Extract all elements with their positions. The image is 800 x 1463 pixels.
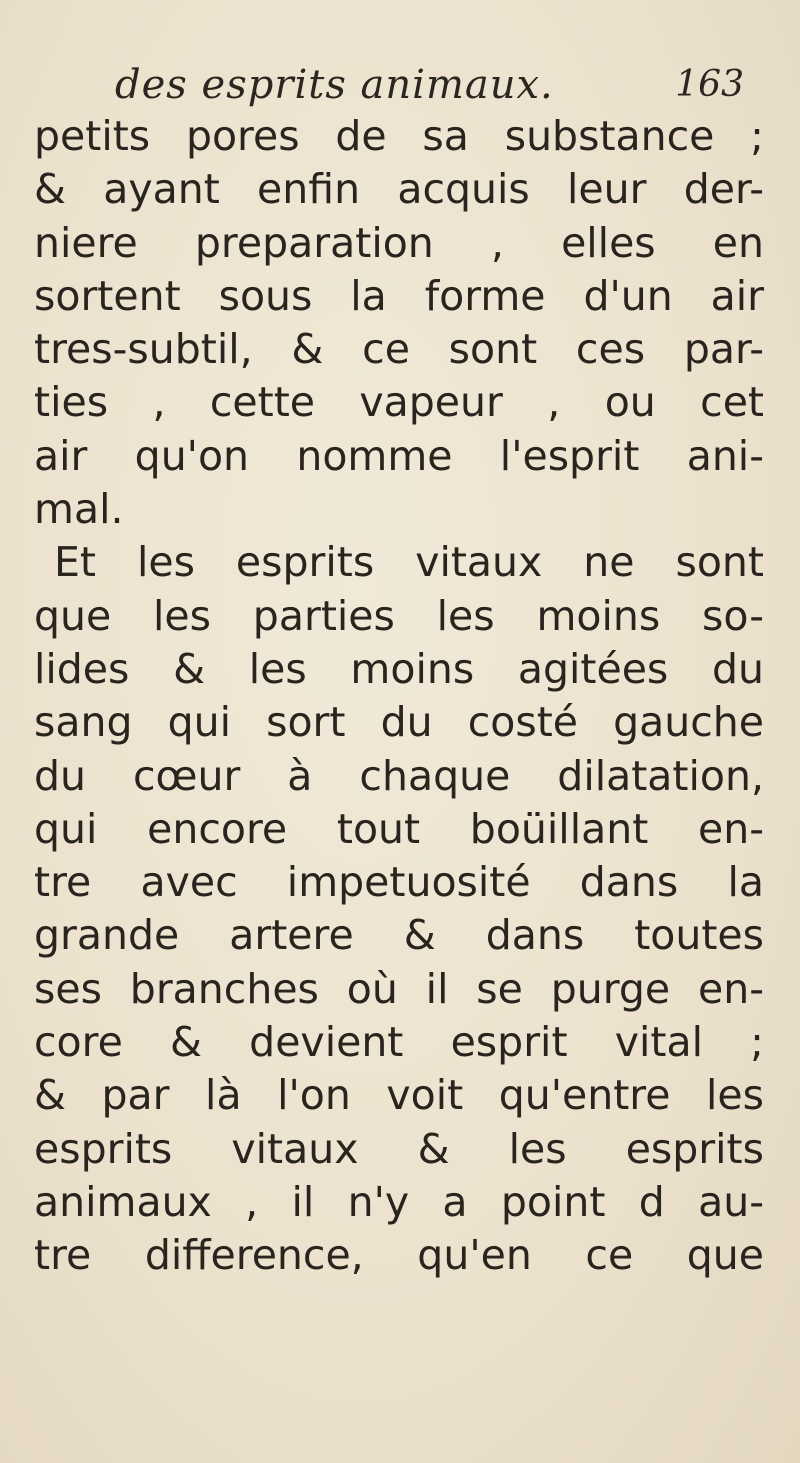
text-line: lides & les moins agitées du bbox=[34, 644, 764, 693]
text-line: Et les esprits vitaux ne sont bbox=[54, 538, 764, 587]
text-line: core & devient esprit vital ; bbox=[34, 1018, 764, 1067]
body-text bbox=[34, 110, 764, 1283]
text-line: esprits vitaux & les esprits bbox=[34, 1124, 764, 1173]
text-line: grande artere & dans toutes bbox=[34, 911, 764, 960]
text-line: du cœur à chaque dilatation, bbox=[34, 751, 764, 800]
page-number: 163 bbox=[675, 64, 744, 105]
text-line: que les parties les moins so- bbox=[34, 591, 764, 640]
running-head: des esprits animaux. bbox=[115, 62, 554, 108]
text-line: ties , cette vapeur , ou cet bbox=[34, 378, 764, 427]
text-line: tres-subtil, & ce sont ces par- bbox=[34, 325, 764, 374]
text-line: animaux , il n'y a point d au- bbox=[34, 1177, 764, 1226]
text-line: niere preparation , elles en bbox=[34, 218, 764, 267]
text-line: sortent sous la forme d'un air bbox=[34, 271, 764, 320]
text-line: petits pores de sa substance ; bbox=[34, 112, 764, 160]
text-line: mal. bbox=[34, 485, 124, 534]
text-line: air qu'on nomme l'esprit ani- bbox=[34, 431, 764, 480]
text-line: ses branches où il se purge en- bbox=[34, 964, 764, 1013]
text-line: sang qui sort du costé gauche bbox=[34, 698, 764, 747]
text-line: qui encore tout boüillant en- bbox=[34, 804, 764, 853]
text-line: tre avec impetuosité dans la bbox=[34, 858, 764, 907]
text-line: & ayant enfin acquis leur der- bbox=[34, 165, 764, 214]
text-line: & par là l'on voit qu'entre les bbox=[34, 1071, 764, 1120]
text-line: tre difference, qu'en ce que bbox=[34, 1231, 764, 1280]
